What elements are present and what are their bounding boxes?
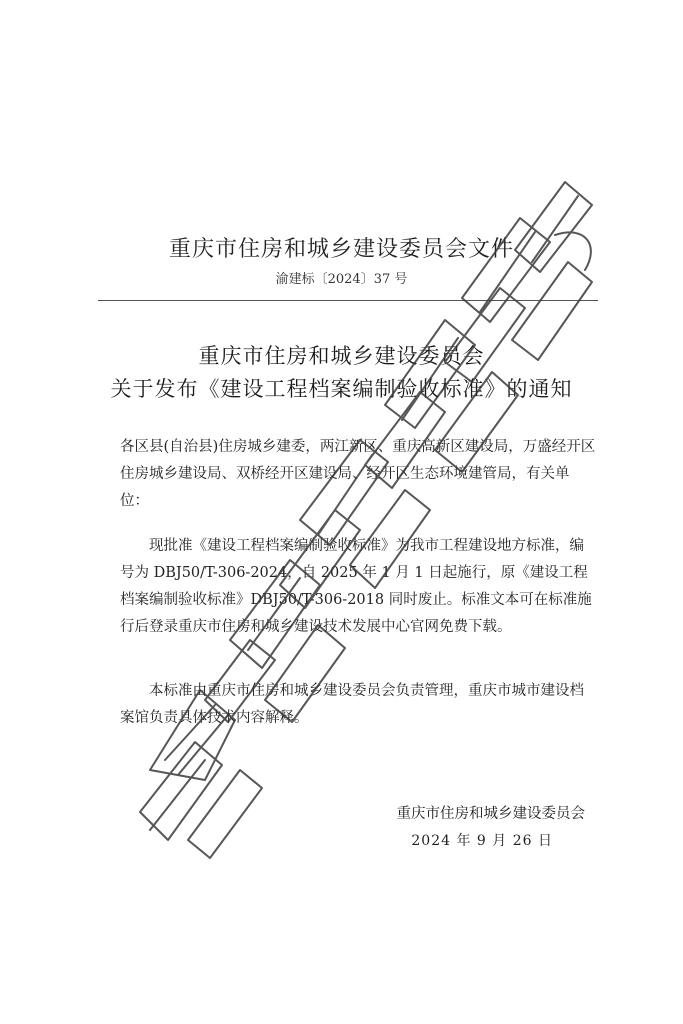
body-paragraph-2: 本标准由重庆市住房和城乡建设委员会负责管理，重庆市城市建设档案馆负责具体技术内容解释。 bbox=[120, 683, 584, 726]
issuer-header-title: 重庆市住房和城乡建设委员会文件 bbox=[168, 237, 514, 262]
document-number: 渝建标〔2024〕37 号 bbox=[275, 272, 408, 287]
addressee-paragraph: 各区县(自治县)住房城乡建委，两江新区、重庆高新区建设局，万盛经开区住房城乡建设局、双桥经开区建设局、经开区生态环境建管局，有关单位： bbox=[120, 439, 596, 509]
signature-organization: 重庆市住房和城乡建设委员会 bbox=[396, 806, 585, 822]
notice-title-line-1: 重庆市住房和城乡建设委员会 bbox=[198, 344, 485, 368]
notice-title-line-2: 关于发布《建设工程档案编制验收标准》的通知 bbox=[110, 377, 573, 401]
body-paragraph-1: 现批准《建设工程档案编制验收标准》为我市工程建设地方标准，编号为 DBJ50/T-306-2024，自 2025 年 1 月 1 日起施行，原《建设工程档案编制验收标准》DBJ50/T-306-2018 同时废止。标准文本可在标准施行后登录重庆市住房和城乡建设技术发展中心官网免费下载。 bbox=[120, 538, 592, 635]
header-divider bbox=[98, 300, 598, 301]
signature-date: 2024 年 9 月 26 日 bbox=[411, 833, 553, 849]
